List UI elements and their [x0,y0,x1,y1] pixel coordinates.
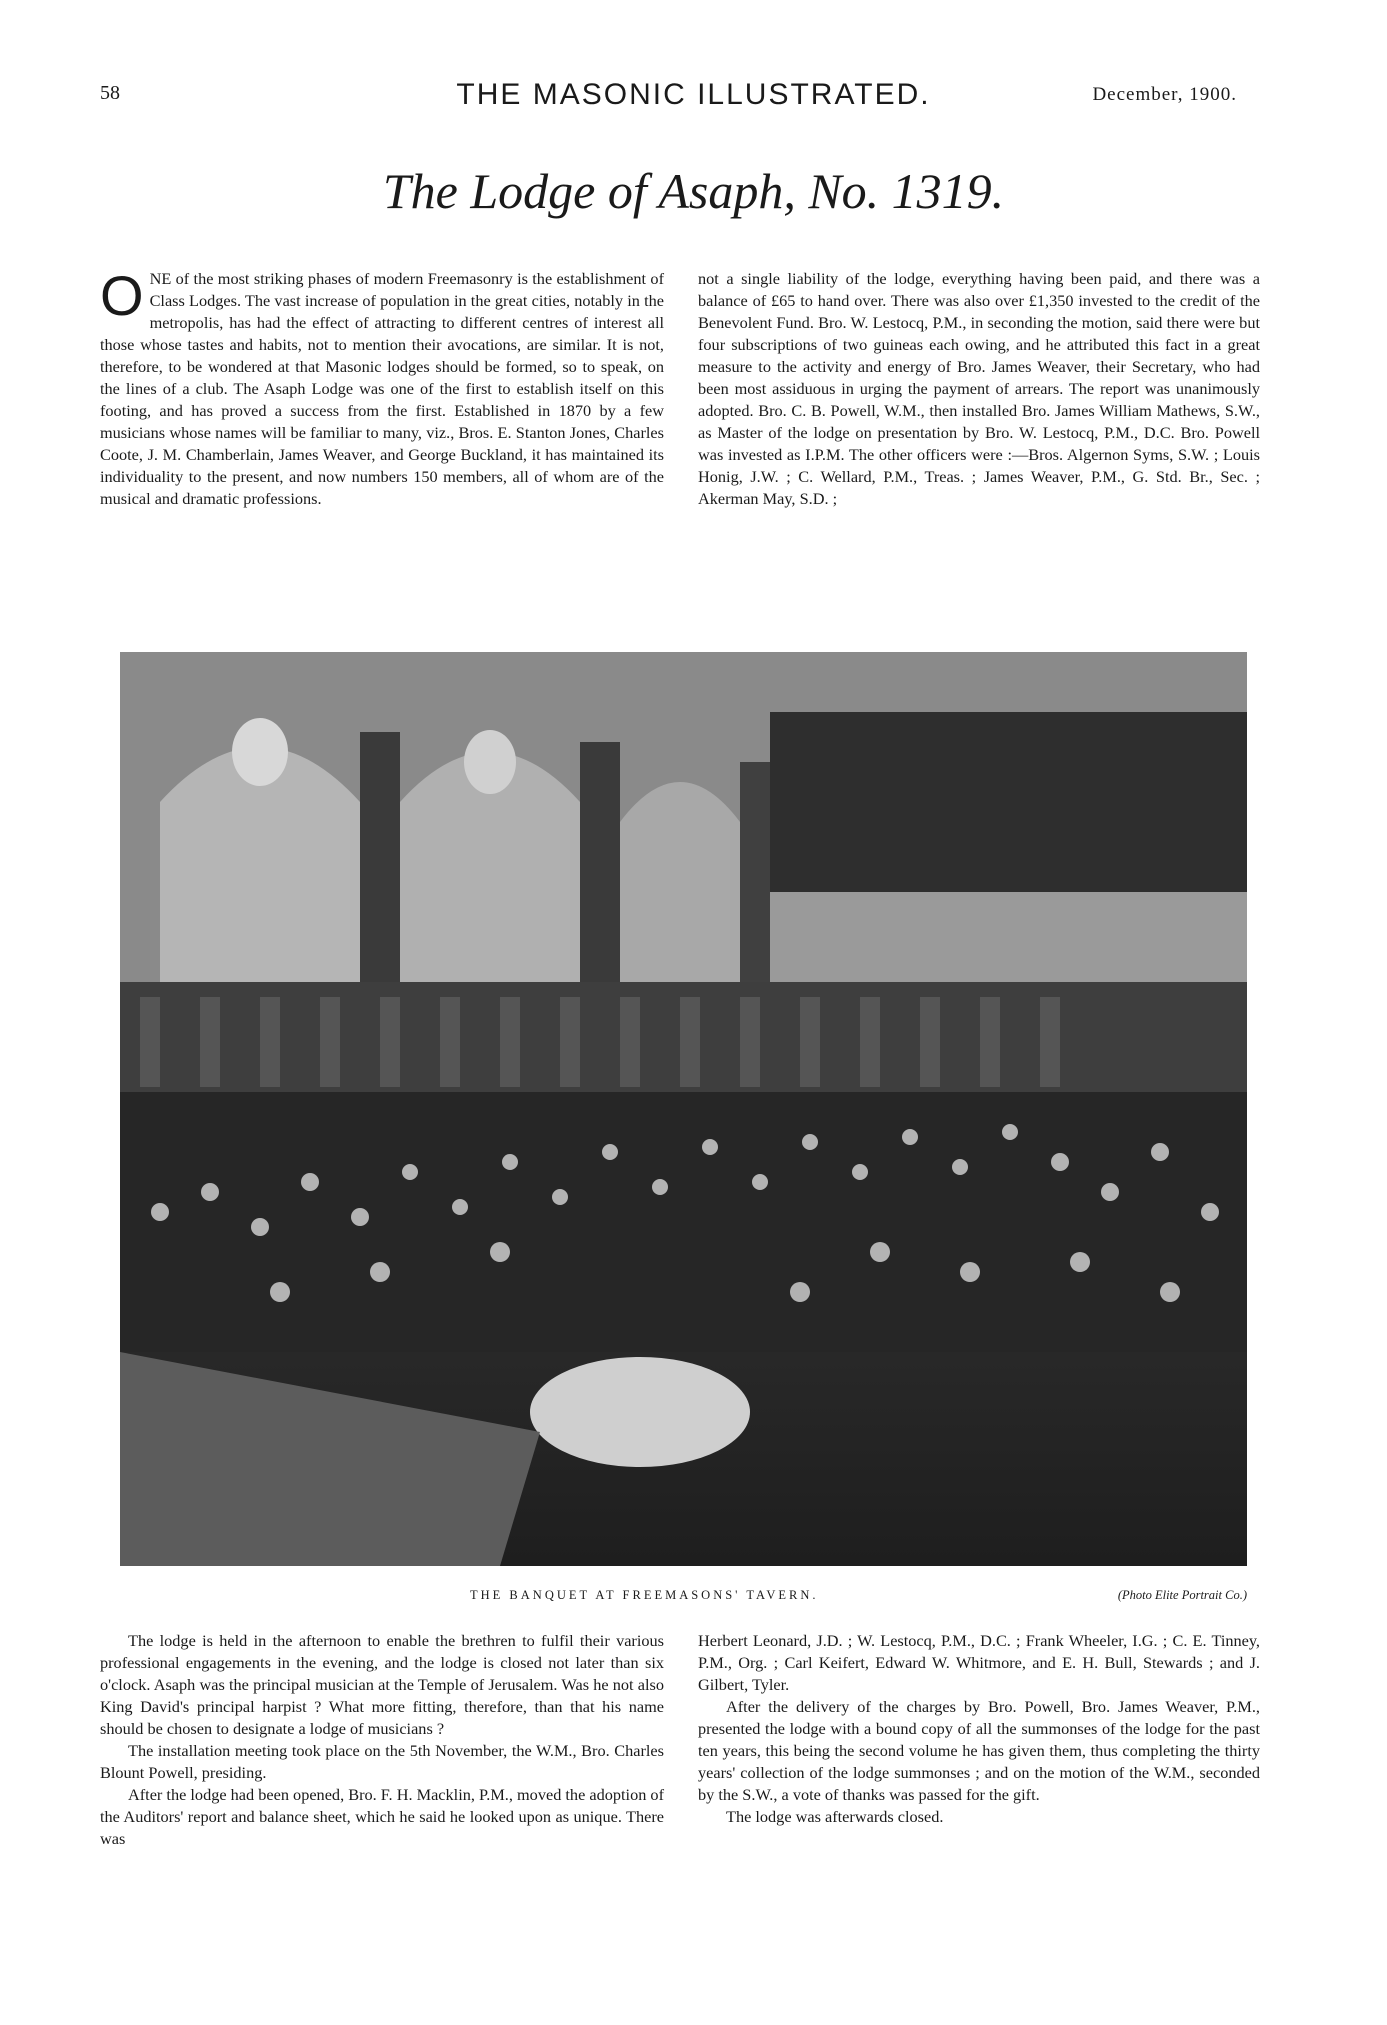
drop-cap: O [100,264,144,327]
paragraph-text: NE of the most striking phases of modern Freemasonry is the establishment of Class Lodges. The vast increase of population in the great cities, notably in the metropolis, has had the effect of attracting to different centres of interest all those whose tastes and habits, not to mention their avocations, are similar. It is not, therefore, to be wondered at that Masonic lodges should be formed, so to speak, on the lines of a club. The Asaph Lodge was one of the first to establish itself on this footing, and has proved a success from the first. Established in 1870 by a few musicians whose names will be familiar to many, viz., Bros. E. Stanton Jones, Charles Coote, J. M. Chamberlain, James Weaver, and George Buckland, it has maintained its individuality to the present, and now numbers 150 members, all of whom are of the musical and dramatic professions. [100,269,664,508]
column-bottom-right [698,1630,1260,1970]
page-number: 58 [100,82,120,104]
column-bottom-left [100,1630,664,1970]
paragraph: Herbert Leonard, J.D. ; W. Lestocq, P.M., D.C. ; Frank Wheeler, I.G. ; C. E. Tinney, P.M., Org. ; Carl Keifert, Edward W. Whitmore, and E. H. Bull, Stewards ; and J. Gilbert, Tyler. [698,1631,1260,1694]
paragraph: After the lodge had been opened, Bro. F. H. Macklin, P.M., moved the adoption of the Auditors' report and balance sheet, which he said he looked upon as unique. There was [100,1785,664,1848]
paragraph [100,264,664,510]
column-top-right [698,268,1260,628]
paragraph: The lodge is held in the afternoon to enable the brethren to fulfil their various professional engagements in the evening, and the lodge is closed not later than six o'clock. Asaph was the principal musician at the Temple of Jerusalem. Was he not also King David's principal harpist ? What more fitting, therefore, than that his name should be chosen to designate a lodge of musicians ? [100,1631,664,1738]
banquet-photo-illustration [120,652,1247,1566]
photo-caption: THE BANQUET AT FREEMASONS' TAVERN. [470,1588,819,1602]
photo-credit: (Photo Elite Portrait Co.) [1117,1588,1247,1602]
banquet-photo [120,652,1247,1566]
paragraph: After the delivery of the charges by Bro. Powell, Bro. James Weaver, P.M., presented the lodge with a bound copy of all the summonses of the lodge for the past ten years, this being the second volume he has given them, thus completing the thirty years' collection of the lodge summonses ; and on the motion of the W.M., seconded by the S.W., a vote of thanks was passed for the gift. [698,1697,1260,1804]
paragraph: The lodge was afterwards closed. [726,1807,944,1826]
paragraph: The installation meeting took place on the 5th November, the W.M., Bro. Charles Blount Powell, presiding. [100,1741,664,1782]
issue-date: December, 1900. [1092,84,1237,105]
paragraph: not a single liability of the lodge, everything having been paid, and there was a balance of £65 to hand over. There was also over £1,350 invested to the credit of the Benevolent Fund. Bro. W. Lestocq, P.M., in seconding the motion, said there were but four subscriptions of two guineas each owing, and he attributed this fact in a great measure to the activity and energy of Bro. James Weaver, their Secretary, who had been most assiduous in urging the payment of arrears. The report was unanimously adopted. Bro. C. B. Powell, W.M., then installed Bro. James William Mathews, S.W., as Master of the lodge on presentation by Bro. W. Lestocq, P.M., D.C. Bro. Powell was invested as I.P.M. The other officers were :—Bros. Algernon Syms, S.W. ; Louis Honig, J.W. ; C. Wellard, P.M., Treas. ; James Weaver, P.M., G. Std. Br., Sec. ; Akerman May, S.D. ; [698,269,1260,508]
column-top-left [100,264,664,628]
article-title: The Lodge of Asaph, No. 1319. [382,163,1005,219]
publication-title: THE MASONIC ILLUSTRATED. [456,78,931,111]
